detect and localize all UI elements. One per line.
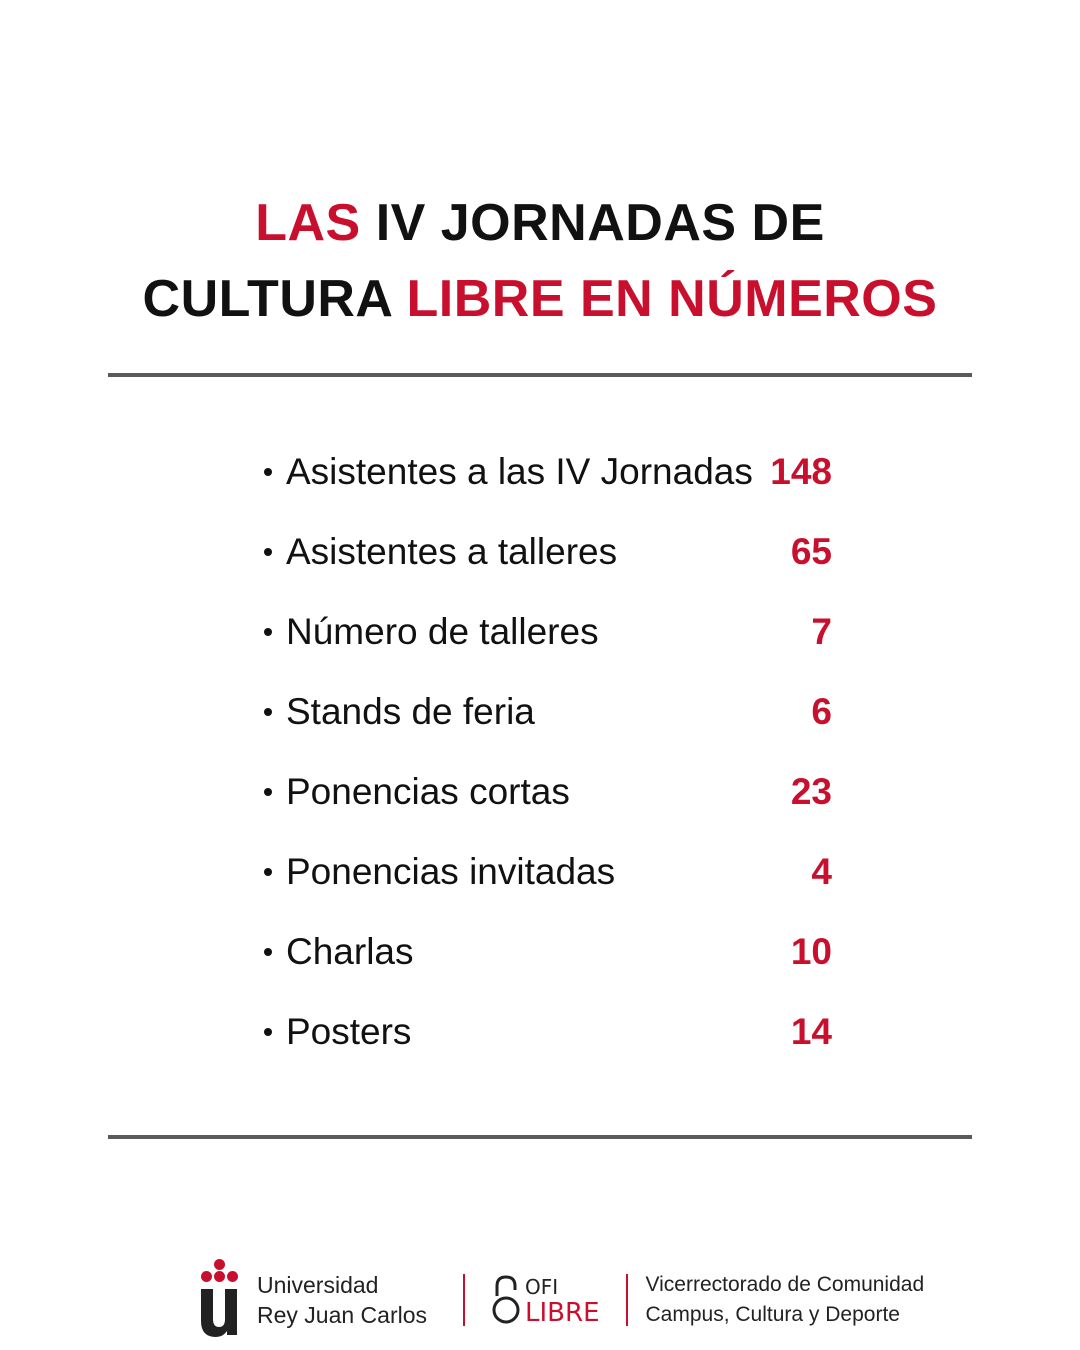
stat-value: 4: [811, 851, 832, 892]
bullet-icon: [264, 1028, 272, 1036]
title-line-2: [0, 261, 1080, 337]
bullet-icon: [264, 788, 272, 796]
stat-value: 148: [770, 451, 832, 492]
urjc-logo-icon: [195, 1259, 245, 1341]
footer-logos: [195, 1255, 924, 1345]
stat-value: 14: [790, 1011, 832, 1052]
title-line-1: [0, 185, 1080, 261]
stat-label: Asistentes a las IV Jornadas: [286, 451, 753, 492]
bottom-divider: [108, 1135, 972, 1139]
stat-value: 23: [790, 771, 832, 812]
stat-value: 6: [811, 691, 832, 732]
bullet-icon: [264, 468, 272, 476]
stat-label: Stands de feria: [286, 691, 535, 732]
title-text: CULTURA: [142, 269, 392, 328]
stat-value: 10: [790, 931, 832, 972]
stat-item: [258, 992, 832, 1072]
ofilibre-logo: [491, 1274, 599, 1326]
footer-separator: [463, 1274, 465, 1326]
stat-label: Número de talleres: [286, 611, 599, 652]
stats-list: [258, 432, 832, 1072]
stat-label: Ponencias invitadas: [286, 851, 616, 892]
stat-value: 65: [790, 531, 832, 572]
ofi-text: OFI: [525, 1275, 559, 1299]
title-highlight: LAS: [255, 193, 361, 252]
vicerrectorado-name: Vicerrectorado de Comunidad Campus, Cultura y Deporte: [645, 1273, 925, 1326]
stat-item: [258, 912, 832, 992]
bullet-icon: [264, 708, 272, 716]
university-name: Universidad Rey Juan Carlos: [257, 1272, 428, 1328]
title-highlight: LIBRE EN NÚMEROS: [406, 269, 938, 328]
bullet-icon: [264, 948, 272, 956]
stat-label: Asistentes a talleres: [286, 531, 618, 572]
footer-separator: [626, 1274, 628, 1326]
top-divider: [108, 373, 972, 377]
bullet-icon: [264, 868, 272, 876]
stat-item: [258, 432, 832, 512]
libre-text: LIBRE: [525, 1298, 600, 1328]
stat-item: [258, 752, 832, 832]
stat-label: Posters: [286, 1011, 412, 1052]
stat-item: [258, 672, 832, 752]
bullet-icon: [264, 548, 272, 556]
stat-item: [258, 832, 832, 912]
stat-item: [258, 592, 832, 672]
urjc-u-icon: [199, 1289, 239, 1337]
stat-item: [258, 512, 832, 592]
open-lock-icon: [491, 1274, 521, 1326]
stat-value: 7: [811, 611, 832, 652]
title-text: IV JORNADAS DE: [375, 193, 825, 252]
bullet-icon: [264, 628, 272, 636]
stat-label: Charlas: [286, 931, 414, 972]
stat-label: Ponencias cortas: [286, 771, 570, 812]
page-title: [0, 185, 1080, 337]
